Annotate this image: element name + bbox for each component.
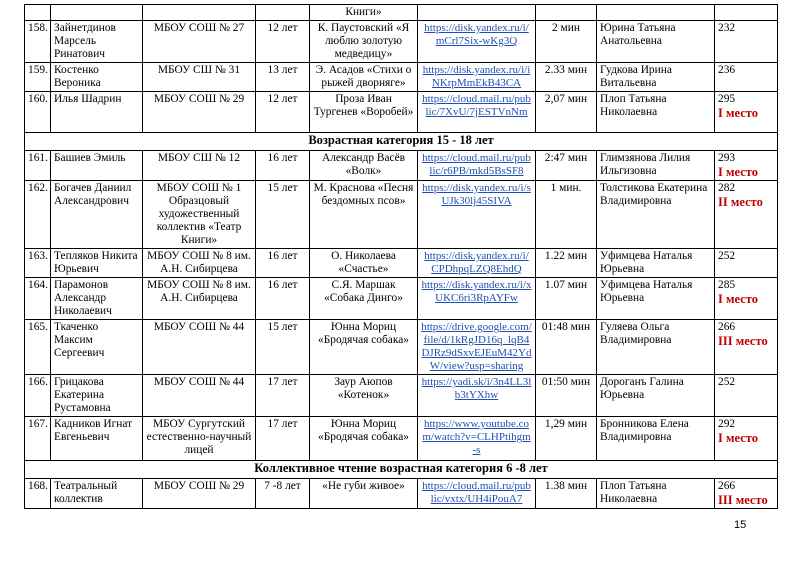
score-cell [715,375,778,417]
duration-cell: 01:50 мин [536,375,597,417]
score-value: 285 [718,279,736,291]
video-link-cell [418,151,536,181]
score-cell [715,278,778,320]
row-number-cell: 163. [25,249,51,278]
school-cell: МБОУ СОШ № 44 [143,320,256,375]
video-link-cell [418,375,536,417]
participant-name-cell: Костенко Вероника [51,63,143,92]
results-table [24,4,778,509]
age-cell: 12 лет [256,92,310,133]
age-cell: 12 лет [256,21,310,63]
duration-cell: 1.22 мин [536,249,597,278]
teacher-cell: Юрина Татьяна Анатольевна [597,21,715,63]
score-value: 252 [718,376,736,388]
video-link[interactable]: https://disk.yandex.ru/i/iNKrpMmEkB43CA [422,64,531,89]
duration-cell: 01:48 мин [536,320,597,375]
category-heading: Коллективное чтение возрастная категория 6 -8 лет [25,461,778,479]
video-link-cell [418,249,536,278]
score-value: 266 [718,480,736,492]
continued-work-cell: Книги» [310,5,418,21]
video-link[interactable]: https://cloud.mail.ru/public/7XvU/7jESTVnNm [422,93,531,118]
video-link[interactable]: https://yadi.sk/i/3n4LL3lb3tYXhw [421,376,532,401]
video-link-cell [418,63,536,92]
work-title-cell: «Не губи живое» [310,479,418,509]
video-link[interactable]: https://disk.yandex.ru/i/sUJk30lj45SIVA [422,182,531,207]
score-value: 232 [718,22,736,34]
score-cell [715,479,778,509]
place-award: III место [718,334,768,348]
category-heading: Возрастная категория 15 - 18 лет [25,133,778,151]
video-link-cell [418,92,536,133]
participant-name-cell: Илья Шадрин [51,92,143,133]
participant-name-cell: Башиев Эмиль [51,151,143,181]
school-cell: МБОУ СОШ № 8 им. А.Н. Сибирцева [143,278,256,320]
participant-name-cell: Грицакова Екатерина Рустамовна [51,375,143,417]
row-number-cell: 159. [25,63,51,92]
score-value: 236 [718,64,736,76]
video-link[interactable]: https://drive.google.com/file/d/1kRgJD16q_lqB4DJRz9dSxvEJEuM42YdW/view?usp=sharing [421,321,532,372]
video-link-cell [418,479,536,509]
work-title-cell: М. Краснова «Песня бездомных псов» [310,181,418,249]
table-row [25,320,778,375]
duration-cell: 2.33 мин [536,63,597,92]
row-number-cell: 166. [25,375,51,417]
video-link-cell [418,417,536,461]
work-title-cell: Юнна Мориц «Бродячая собака» [310,320,418,375]
teacher-cell: Уфимцева Наталья Юрьевна [597,249,715,278]
score-value: 293 [718,152,736,164]
row-number-cell: 161. [25,151,51,181]
duration-cell: 1,29 мин [536,417,597,461]
participant-name-cell: Парамонов Александр Николаевич [51,278,143,320]
school-cell: МБОУ СОШ № 1 Образцовый художественный коллектив «Театр Книги» [143,181,256,249]
video-link-cell [418,278,536,320]
place-award: I место [718,106,758,120]
score-value: 295 [718,93,736,105]
video-link-cell [418,181,536,249]
row-number-cell: 165. [25,320,51,375]
participant-name-cell: Театральный коллектив [51,479,143,509]
place-award: I место [718,292,758,306]
age-cell: 15 лет [256,320,310,375]
page-number: 15 [734,519,747,531]
duration-cell: 2:47 мин [536,151,597,181]
row-number-cell: 160. [25,92,51,133]
place-award: III место [718,493,768,507]
score-cell [715,249,778,278]
continued-row [25,5,778,21]
score-value: 292 [718,418,736,430]
video-link[interactable]: https://disk.yandex.ru/i/CPDhpqLZQ8EhdQ [424,250,529,275]
video-link[interactable]: https://cloud.mail.ru/public/vxtx/UH4iPouA7 [422,480,531,505]
teacher-cell: Уфимцева Наталья Юрьевна [597,278,715,320]
school-cell: МБОУ СШ № 12 [143,151,256,181]
video-link[interactable]: https://disk.yandex.ru/i/xUKC6ri3RpAYFw [421,279,532,304]
row-number-cell: 162. [25,181,51,249]
video-link[interactable]: https://disk.yandex.ru/i/mCrl7Six-wKg3Q [424,22,529,47]
age-cell: 17 лет [256,417,310,461]
age-cell: 16 лет [256,278,310,320]
table-row [25,278,778,320]
place-award: I место [718,431,758,445]
teacher-cell: Бронникова Елена Владимировна [597,417,715,461]
duration-cell: 1.07 мин [536,278,597,320]
score-cell [715,151,778,181]
duration-cell: 1 мин. [536,181,597,249]
teacher-cell: Дороганъ Галина Юрьевна [597,375,715,417]
place-award: I место [718,165,758,179]
age-cell: 15 лет [256,181,310,249]
teacher-cell: Плоп Татьяна Николаевна [597,479,715,509]
school-cell: МБОУ СОШ № 27 [143,21,256,63]
score-cell [715,92,778,133]
age-cell: 16 лет [256,249,310,278]
school-cell: МБОУ СОШ № 29 [143,92,256,133]
row-number-cell: 167. [25,417,51,461]
table-row [25,21,778,63]
video-link[interactable]: https://www.youtube.com/watch?v=CLHPtihgm-s [422,418,531,456]
participant-name-cell: Зайнетдинов Марсель Ринатович [51,21,143,63]
age-cell: 7 -8 лет [256,479,310,509]
teacher-cell: Глимзянова Лилия Ильгизовна [597,151,715,181]
score-cell [715,21,778,63]
work-title-cell: Александр Васёв «Волк» [310,151,418,181]
row-number-cell: 168. [25,479,51,509]
duration-cell: 2,07 мин [536,92,597,133]
teacher-cell: Плоп Татьяна Николаевна [597,92,715,133]
score-cell [715,63,778,92]
table-row [25,417,778,461]
work-title-cell: Э. Асадов «Стихи о рыжей дворняге» [310,63,418,92]
table-row [25,92,778,133]
work-title-cell: Проза Иван Тургенев «Воробей» [310,92,418,133]
score-cell [715,181,778,249]
school-cell: МБОУ Сургутский естественно-научный лицей [143,417,256,461]
work-title-cell: О. Николаева «Счастье» [310,249,418,278]
participant-name-cell: Богачев Даниил Александрович [51,181,143,249]
table-row [25,375,778,417]
category-row-collective [25,461,778,479]
age-cell: 16 лет [256,151,310,181]
participant-name-cell: Тепляков Никита Юрьевич [51,249,143,278]
age-cell: 17 лет [256,375,310,417]
table-row [25,63,778,92]
score-value: 266 [718,321,736,333]
score-cell [715,417,778,461]
work-title-cell: Юнна Мориц «Бродячая собака» [310,417,418,461]
work-title-cell: С.Я. Маршак «Собака Динго» [310,278,418,320]
school-cell: МБОУ СОШ № 44 [143,375,256,417]
place-award: II место [718,195,763,209]
video-link-cell [418,21,536,63]
row-number-cell: 158. [25,21,51,63]
row-number-cell: 164. [25,278,51,320]
school-cell: МБОУ СШ № 31 [143,63,256,92]
video-link[interactable]: https://cloud.mail.ru/public/r6PB/mkd5BsSF8 [422,152,531,177]
score-cell [715,320,778,375]
participant-name-cell: Кадников Игнат Евгеньевич [51,417,143,461]
duration-cell: 2 мин [536,21,597,63]
work-title-cell: Заур Аюпов «Котенок» [310,375,418,417]
work-title-cell: К. Паустовский «Я люблю золотую медведицу» [310,21,418,63]
school-cell: МБОУ СОШ № 8 им. А.Н. Сибирцева [143,249,256,278]
table-row [25,479,778,509]
teacher-cell: Толстикова Екатерина Владимировна [597,181,715,249]
teacher-cell: Гудкова Ирина Витальевна [597,63,715,92]
score-value: 282 [718,182,736,194]
score-value: 252 [718,250,736,262]
table-row [25,181,778,249]
video-link-cell [418,320,536,375]
category-row-15-18 [25,133,778,151]
participant-name-cell: Ткаченко Максим Сергеевич [51,320,143,375]
duration-cell: 1.38 мин [536,479,597,509]
teacher-cell: Гуляева Ольга Владимировна [597,320,715,375]
table-row [25,249,778,278]
school-cell: МБОУ СОШ № 29 [143,479,256,509]
age-cell: 13 лет [256,63,310,92]
table-row [25,151,778,181]
